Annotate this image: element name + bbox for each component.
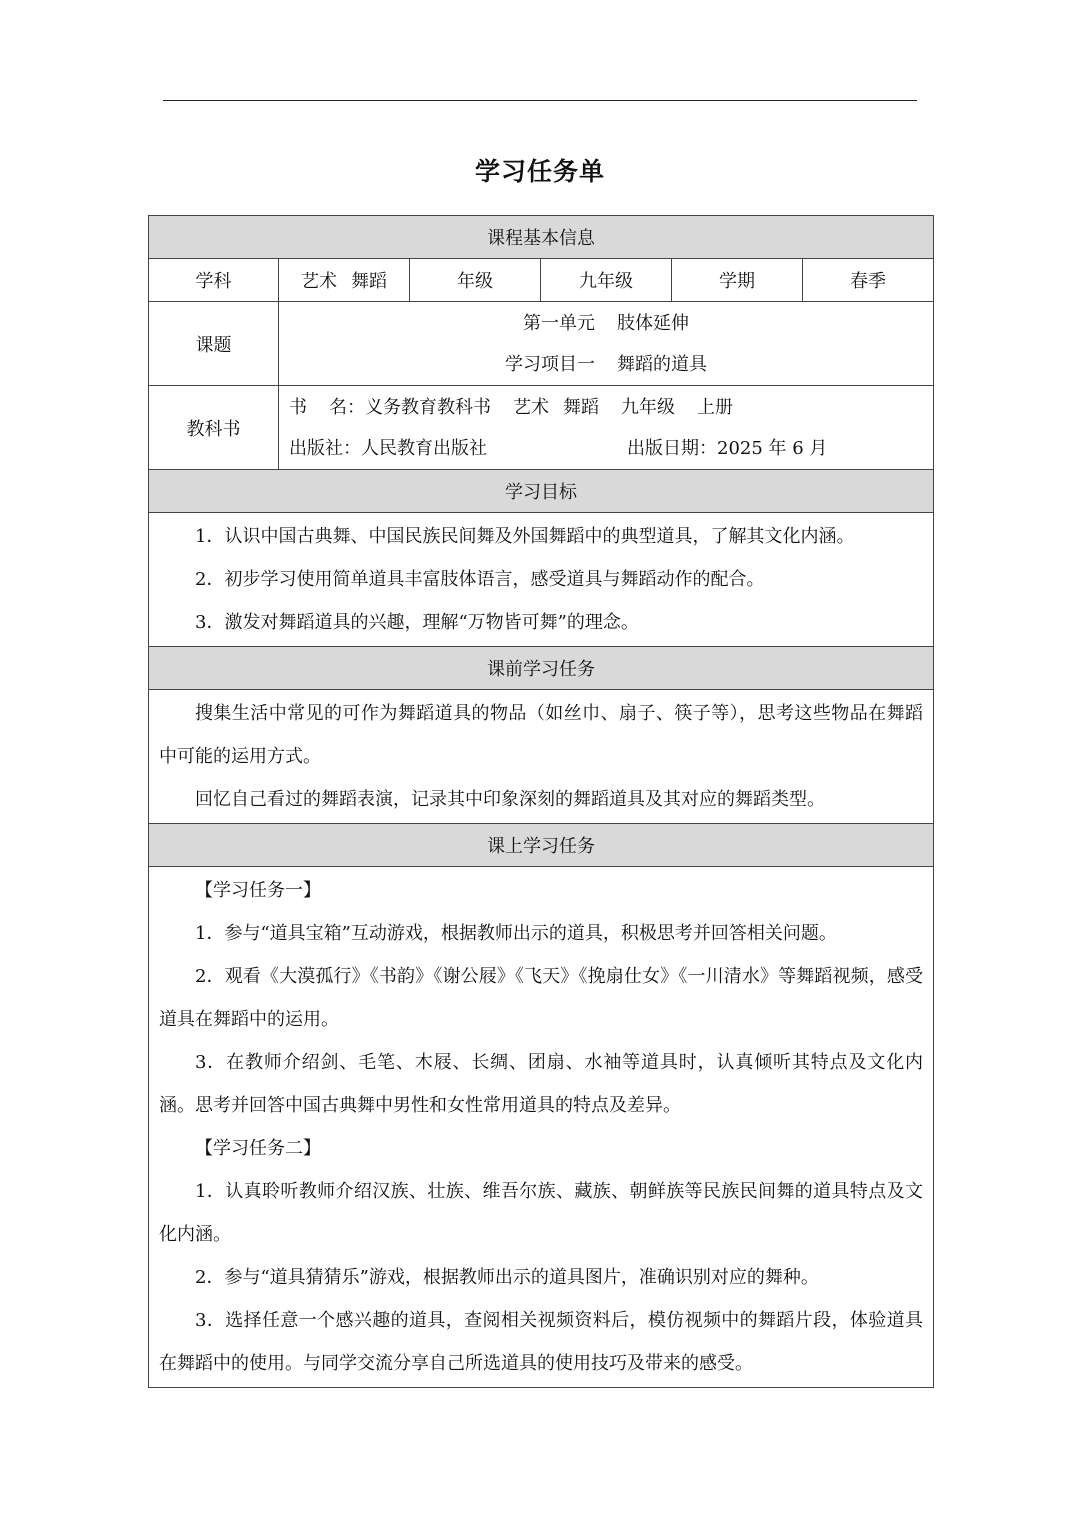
objective-item: 2．初步学习使用简单道具丰富肢体语言，感受道具与舞蹈动作的配合。 bbox=[195, 569, 765, 590]
task1-item: 2．观看《大漠孤行》《书韵》《谢公屐》《飞天》《挽扇仕女》《一川清水》等舞蹈视频，感受道具在舞蹈中的运用。 bbox=[159, 966, 924, 1030]
textbook-label: 教科书 bbox=[149, 386, 279, 470]
task2-item: 3．选择任意一个感兴趣的道具，查阅相关视频资料后，模仿视频中的舞蹈片段，体验道具在舞蹈中的使用。与同学交流分享自己所选道具的使用技巧及带来的感受。 bbox=[159, 1310, 924, 1374]
grade-value: 九年级 bbox=[541, 259, 672, 302]
basic-info-header: 课程基本信息 bbox=[149, 216, 934, 259]
in-class-header: 课上学习任务 bbox=[149, 824, 934, 867]
task2-title: 【学习任务二】 bbox=[195, 1138, 321, 1159]
objective-item: 1．认识中国古典舞、中国民族民间舞及外国舞蹈中的典型道具，了解其文化内涵。 bbox=[195, 526, 855, 547]
textbook-name: 书 名：义务教育教科书 艺术 舞蹈 九年级 上册 bbox=[289, 396, 733, 418]
objectives-header: 学习目标 bbox=[149, 470, 934, 513]
grade-label: 年级 bbox=[410, 259, 541, 302]
publisher: 出版社：人民教育出版社 bbox=[289, 437, 487, 459]
task2-item: 2．参与“道具猜猜乐”游戏，根据教师出示的道具图片，准确识别对应的舞种。 bbox=[195, 1267, 819, 1288]
subject-label: 学科 bbox=[149, 259, 279, 302]
in-class-body bbox=[149, 867, 934, 1388]
objective-item: 3．激发对舞蹈道具的兴趣，理解“万物皆可舞”的理念。 bbox=[195, 612, 639, 633]
page-title: 学习任务单 bbox=[474, 157, 605, 186]
publish-date: 出版日期：2025 年 6 月 bbox=[627, 437, 828, 459]
textbook-publisher-line bbox=[289, 428, 933, 469]
header-rule bbox=[163, 100, 917, 101]
pre-class-body bbox=[149, 690, 934, 824]
topic-project: 学习项目一 舞蹈的道具 bbox=[505, 353, 708, 375]
pre-class-paragraph: 搜集生活中常见的可作为舞蹈道具的物品（如丝巾、扇子、筷子等），思考这些物品在舞蹈中可能的运用方式。 bbox=[159, 703, 924, 767]
textbook-value bbox=[279, 386, 934, 470]
topic-value bbox=[279, 302, 934, 386]
task1-title: 【学习任务一】 bbox=[195, 880, 321, 901]
topic-row bbox=[149, 302, 934, 386]
textbook-row bbox=[149, 386, 934, 470]
task-sheet-table bbox=[148, 215, 934, 1388]
term-label: 学期 bbox=[672, 259, 803, 302]
basic-info-row bbox=[149, 259, 934, 302]
pre-class-paragraph: 回忆自己看过的舞蹈表演，记录其中印象深刻的舞蹈道具及其对应的舞蹈类型。 bbox=[195, 789, 825, 810]
pre-class-header: 课前学习任务 bbox=[149, 647, 934, 690]
objectives-body bbox=[149, 513, 934, 647]
task2-item: 1．认真聆听教师介绍汉族、壮族、维吾尔族、藏族、朝鲜族等民族民间舞的道具特点及文化内涵。 bbox=[159, 1181, 924, 1245]
term-value: 春季 bbox=[803, 259, 934, 302]
task1-item: 1．参与“道具宝箱”互动游戏，根据教师出示的道具，积极思考并回答相关问题。 bbox=[195, 923, 837, 944]
topic-label: 课题 bbox=[149, 302, 279, 386]
topic-unit: 第一单元 肢体延伸 bbox=[523, 312, 690, 334]
task1-item: 3．在教师介绍剑、毛笔、木屐、长绸、团扇、水袖等道具时，认真倾听其特点及文化内涵。思考并回答中国古典舞中男性和女性常用道具的特点及差异。 bbox=[159, 1052, 924, 1116]
subject-value: 艺术 舞蹈 bbox=[279, 259, 410, 302]
